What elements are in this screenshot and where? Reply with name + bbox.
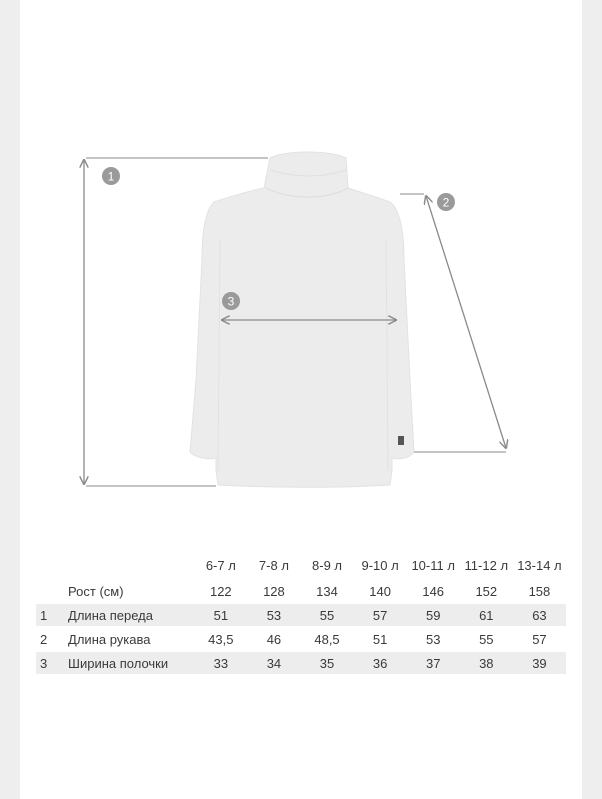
table-cell: 37 — [407, 652, 460, 674]
table-row — [36, 580, 566, 602]
marker-3 — [222, 292, 240, 310]
table-cell: 63 — [513, 604, 566, 626]
row-number: 3 — [36, 652, 68, 674]
size-header: 11-12 л — [464, 557, 509, 573]
measure-sleeve-line — [400, 194, 506, 452]
row-number: 2 — [40, 631, 48, 647]
size-header: 9-10 л — [361, 557, 399, 573]
svg-text:2: 2 — [442, 195, 450, 210]
table-cell: 53 — [247, 604, 300, 626]
table-row — [36, 652, 566, 674]
table-cell: 59 — [407, 604, 460, 626]
svg-text:1: 1 — [107, 169, 115, 184]
size-header: 13-14 л — [517, 557, 562, 573]
table-cell: 51 — [194, 604, 247, 626]
row-label: Рост (см) — [68, 583, 124, 599]
table-cell: 36 — [354, 652, 407, 674]
row-label: Длина рукава — [68, 631, 151, 647]
size-header: 6-7 л — [205, 557, 236, 573]
table-cell: 128 — [263, 583, 285, 599]
table-cell: 158 — [528, 583, 551, 599]
table-cell: 152 — [475, 583, 498, 599]
size-header-row — [36, 552, 566, 578]
table-cell: 51 — [372, 631, 388, 647]
table-cell: 134 — [316, 583, 338, 599]
svg-text:3: 3 — [227, 294, 235, 309]
table-cell: 146 — [422, 583, 445, 599]
size-header: 8-9 л — [312, 557, 343, 573]
row-label: Длина переда — [68, 604, 194, 626]
table-row — [36, 604, 566, 626]
size-table — [36, 552, 566, 674]
marker-1 — [102, 167, 120, 185]
table-cell: 48,5 — [314, 631, 340, 647]
table-cell: 43,5 — [208, 631, 234, 647]
table-cell: 122 — [209, 583, 232, 599]
table-cell: 33 — [194, 652, 247, 674]
row-label: Ширина полочки — [68, 652, 194, 674]
row-number: 1 — [36, 604, 68, 626]
table-row — [36, 628, 566, 650]
table-cell: 57 — [532, 631, 547, 647]
table-cell: 53 — [425, 631, 441, 647]
table-cell: 35 — [300, 652, 353, 674]
marker-2 — [437, 193, 455, 211]
table-cell: 46 — [266, 631, 282, 647]
table-cell: 34 — [247, 652, 300, 674]
table-cell: 57 — [354, 604, 407, 626]
table-cell: 61 — [460, 604, 513, 626]
size-header: 10-11 л — [411, 557, 455, 573]
table-cell: 140 — [369, 583, 391, 599]
table-cell: 39 — [513, 652, 566, 674]
table-cell: 55 — [300, 604, 353, 626]
table-cell: 55 — [479, 631, 494, 647]
table-cell: 38 — [460, 652, 513, 674]
brand-tag — [398, 436, 404, 445]
size-header: 7-8 л — [258, 557, 289, 573]
